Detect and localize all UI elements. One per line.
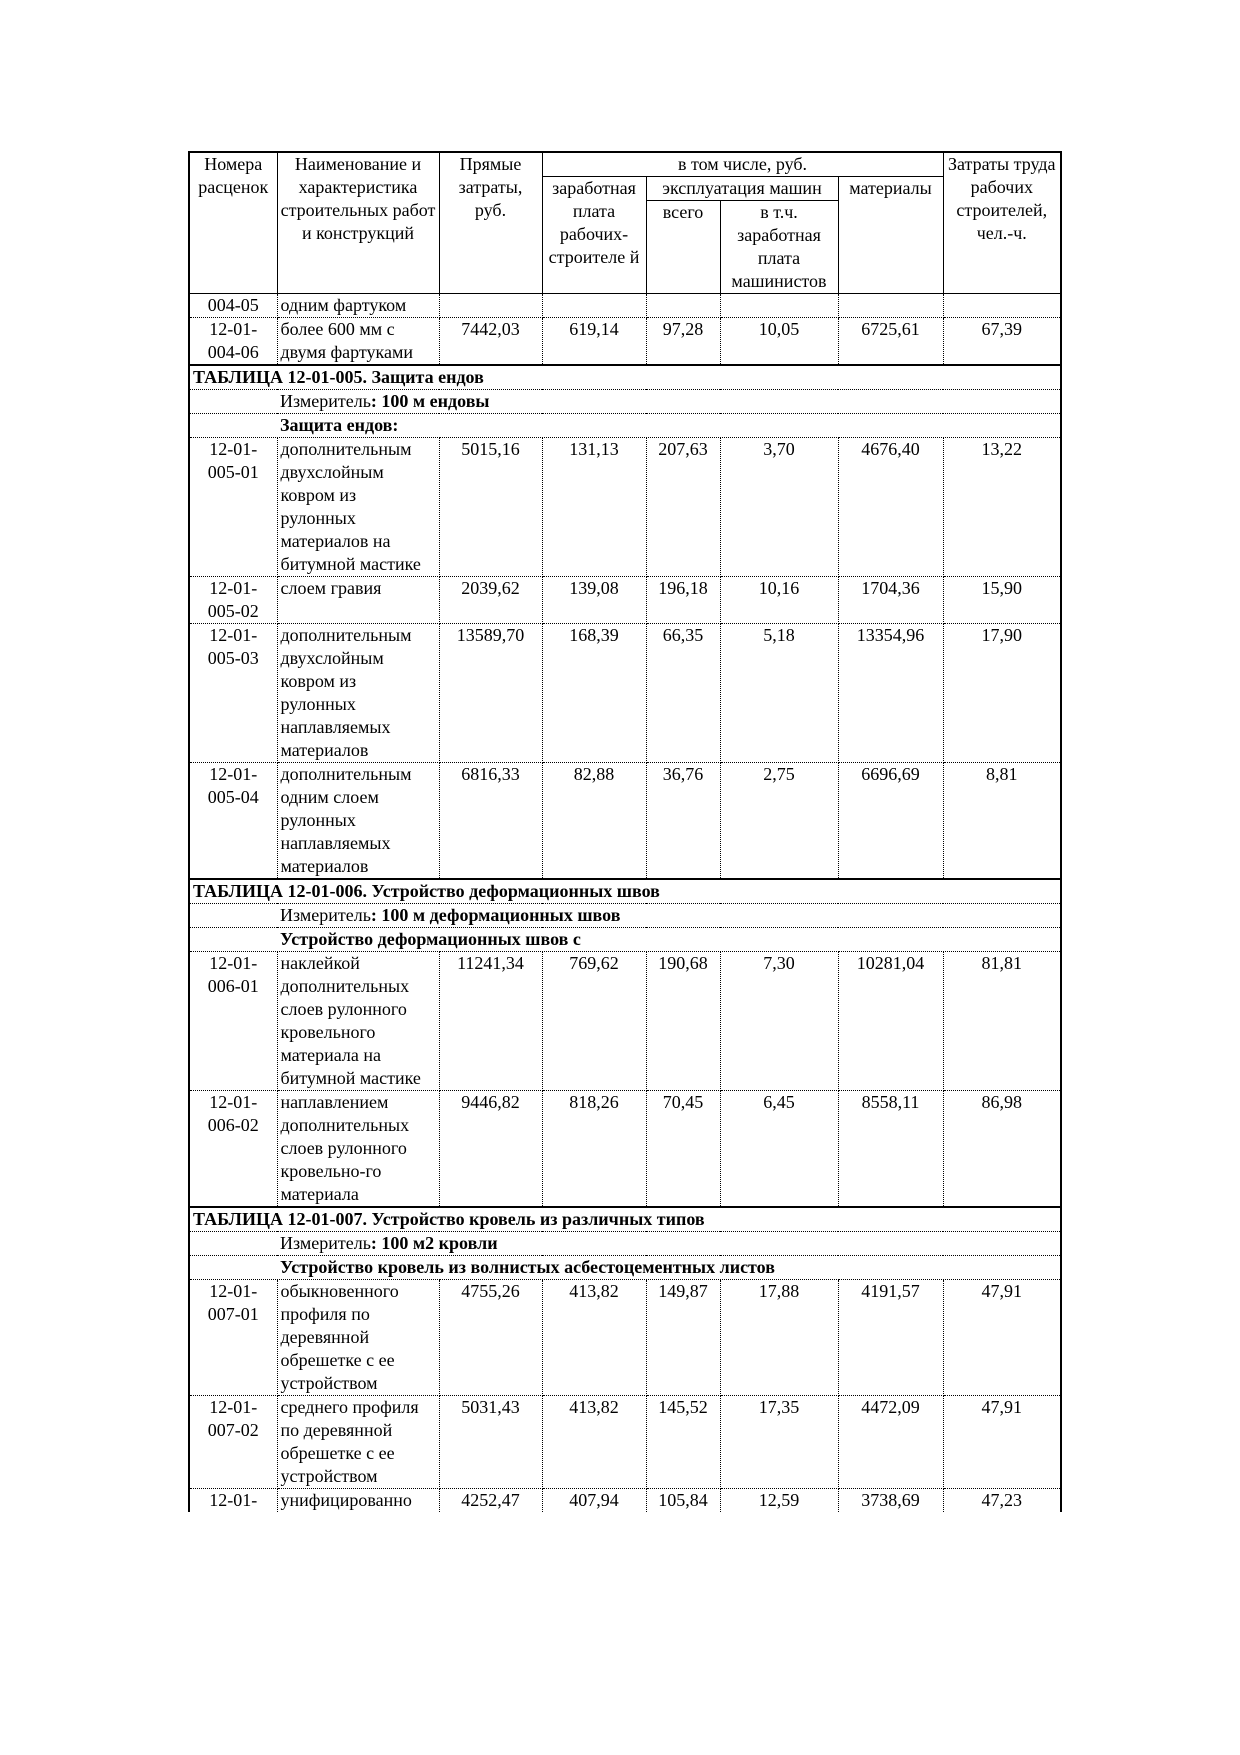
measure-value: : 100 м2 кровли [370, 1233, 498, 1253]
row-machines-total: 105,84 [646, 1489, 720, 1513]
row-labor-costs: 8,81 [943, 763, 1061, 880]
section-title: ТАБЛИЦА 12-01-005. Защита ендов [189, 365, 1061, 390]
table-row [189, 763, 1061, 880]
row-machines-total: 66,35 [646, 624, 720, 763]
row-materials: 6696,69 [838, 763, 943, 880]
row-machines-wages: 10,16 [720, 577, 838, 624]
section-group [189, 1256, 1061, 1280]
row-direct-costs: 6816,33 [439, 763, 542, 880]
row-wages: 413,82 [542, 1280, 646, 1396]
section-measure-row [189, 390, 1061, 414]
measure-label: Измеритель [280, 391, 371, 411]
row-machines-total: 36,76 [646, 763, 720, 880]
header-labor-costs: Затраты труда рабочих строителей, чел.-ч. [943, 152, 1061, 294]
row-name: унифицированно [277, 1489, 439, 1513]
row-materials: 10281,04 [838, 952, 943, 1091]
row-materials: 6725,61 [838, 318, 943, 366]
row-direct-costs: 2039,62 [439, 577, 542, 624]
row-machines-total: 149,87 [646, 1280, 720, 1396]
row-materials: 13354,96 [838, 624, 943, 763]
row-wages: 619,14 [542, 318, 646, 366]
header-machines-total: всего [646, 201, 720, 294]
section-measure-row [189, 1232, 1061, 1256]
row-wages: 82,88 [542, 763, 646, 880]
section-group [189, 414, 1061, 438]
row-labor-costs [943, 294, 1061, 318]
row-code: 12-01-006-01 [189, 952, 277, 1091]
row-name: дополнительным одним слоем рулонных наплавляемых материалов [277, 763, 439, 880]
table-row [189, 1489, 1061, 1513]
row-labor-costs: 47,91 [943, 1396, 1061, 1489]
row-code: 12-01-007-02 [189, 1396, 277, 1489]
header-wages: заработная плата рабочих-строителе й [542, 177, 646, 294]
table-row [189, 1396, 1061, 1489]
measure-value: : 100 м ендовы [370, 391, 490, 411]
row-machines-wages: 6,45 [720, 1091, 838, 1208]
table-body [189, 294, 1061, 1513]
group-label: Защита ендов: [280, 415, 399, 435]
row-machines-wages: 5,18 [720, 624, 838, 763]
row-materials [838, 294, 943, 318]
section-measure [189, 390, 1061, 414]
row-name: слоем гравия [277, 577, 439, 624]
measure-label: Измеритель [280, 1233, 371, 1253]
section-measure [189, 1232, 1061, 1256]
row-direct-costs: 7442,03 [439, 318, 542, 366]
row-name: одним фартуком [277, 294, 439, 318]
row-labor-costs: 67,39 [943, 318, 1061, 366]
group-label: Устройство кровель из волнистых асбестоцементных листов [280, 1257, 775, 1277]
row-labor-costs: 15,90 [943, 577, 1061, 624]
row-machines-wages: 10,05 [720, 318, 838, 366]
row-labor-costs: 86,98 [943, 1091, 1061, 1208]
row-name: дополнительным двухслойным ковром из рулонных материалов на битумной мастике [277, 438, 439, 577]
row-machines-total: 190,68 [646, 952, 720, 1091]
estimate-table [188, 151, 1062, 1512]
row-machines-total: 97,28 [646, 318, 720, 366]
row-wages: 413,82 [542, 1396, 646, 1489]
row-name: дополнительным двухслойным ковром из рулонных наплавляемых материалов [277, 624, 439, 763]
row-machines-wages: 17,35 [720, 1396, 838, 1489]
row-wages [542, 294, 646, 318]
row-direct-costs [439, 294, 542, 318]
table-row [189, 952, 1061, 1091]
section-title: ТАБЛИЦА 12-01-006. Устройство деформационных швов [189, 879, 1061, 904]
table-row [189, 438, 1061, 577]
table-row [189, 1091, 1061, 1208]
row-machines-wages: 2,75 [720, 763, 838, 880]
row-wages: 168,39 [542, 624, 646, 763]
row-name: среднего профиля по деревянной обрешетке с ее устройством [277, 1396, 439, 1489]
header-code: Номера расценок [189, 152, 277, 294]
section-title-row [189, 1207, 1061, 1232]
row-wages: 818,26 [542, 1091, 646, 1208]
row-machines-total: 196,18 [646, 577, 720, 624]
row-machines-total: 145,52 [646, 1396, 720, 1489]
row-code: 12-01-005-04 [189, 763, 277, 880]
row-code: 12-01-004-06 [189, 318, 277, 366]
row-materials: 8558,11 [838, 1091, 943, 1208]
row-wages: 131,13 [542, 438, 646, 577]
row-machines-total [646, 294, 720, 318]
measure-label: Измеритель [280, 905, 371, 925]
row-materials: 4676,40 [838, 438, 943, 577]
row-name: наплавлением дополнительных слоев рулонного кровельно-го материала [277, 1091, 439, 1208]
row-machines-wages [720, 294, 838, 318]
row-labor-costs: 81,81 [943, 952, 1061, 1091]
table-row [189, 294, 1061, 318]
table-row [189, 624, 1061, 763]
section-measure [189, 904, 1061, 928]
row-direct-costs: 5031,43 [439, 1396, 542, 1489]
row-code: 12-01-005-01 [189, 438, 277, 577]
header-materials: материалы [838, 177, 943, 294]
row-name: более 600 мм с двумя фартуками [277, 318, 439, 366]
row-wages: 769,62 [542, 952, 646, 1091]
header-including: в том числе, руб. [542, 152, 943, 177]
row-labor-costs: 47,23 [981, 1490, 1023, 1510]
row-machines-total: 207,63 [646, 438, 720, 577]
row-materials: 3738,69 [838, 1489, 943, 1513]
header-name: Наименование и характеристика строительных работ и конструкций [277, 152, 439, 294]
row-code: 12-01- [189, 1489, 277, 1513]
section-group [189, 928, 1061, 952]
row-labor-costs: 47,91 [943, 1280, 1061, 1396]
row-name: обыкновенного профиля по деревянной обрешетке с ее устройством [277, 1280, 439, 1396]
row-code: 12-01-007-01 [189, 1280, 277, 1396]
row-code: 12-01-005-02 [189, 577, 277, 624]
row-materials: 4191,57 [838, 1280, 943, 1396]
row-wages: 407,94 [542, 1489, 646, 1513]
section-title: ТАБЛИЦА 12-01-007. Устройство кровель из различных типов [189, 1207, 1061, 1232]
row-direct-costs: 5015,16 [439, 438, 542, 577]
row-machines-wages: 7,30 [720, 952, 838, 1091]
row-code: 004-05 [189, 294, 277, 318]
row-direct-costs: 4755,26 [439, 1280, 542, 1396]
row-machines-wages: 17,88 [720, 1280, 838, 1396]
row-direct-costs: 4252,47 [439, 1489, 542, 1513]
row-labor-costs: 17,90 [943, 624, 1061, 763]
row-direct-costs: 11241,34 [439, 952, 542, 1091]
row-wages: 139,08 [542, 577, 646, 624]
row-code: 12-01-005-03 [189, 624, 277, 763]
table-row [189, 1280, 1061, 1396]
section-group-row [189, 414, 1061, 438]
row-code: 12-01-006-02 [189, 1091, 277, 1208]
section-title-row [189, 365, 1061, 390]
section-title-row [189, 879, 1061, 904]
row-labor-costs: 13,22 [943, 438, 1061, 577]
header-machines: эксплуатация машин [646, 177, 838, 201]
row-direct-costs: 13589,70 [439, 624, 542, 763]
row-name: наклейкой дополнительных слоев рулонного кровельного материала на битумной мастике [277, 952, 439, 1091]
table-row [189, 577, 1061, 624]
measure-value: : 100 м деформационных швов [370, 905, 621, 925]
row-machines-wages: 3,70 [720, 438, 838, 577]
section-measure-row [189, 904, 1061, 928]
header-direct-costs: Прямые затраты, руб. [439, 152, 542, 294]
group-label: Устройство деформационных швов с [280, 929, 581, 949]
row-materials: 1704,36 [838, 577, 943, 624]
row-machines-wages: 12,59 [720, 1489, 838, 1513]
section-group-row [189, 928, 1061, 952]
header-machines-wages: в т.ч. заработная плата машинистов [720, 201, 838, 294]
row-machines-total: 70,45 [646, 1091, 720, 1208]
row-materials: 4472,09 [838, 1396, 943, 1489]
row-direct-costs: 9446,82 [439, 1091, 542, 1208]
section-group-row [189, 1256, 1061, 1280]
table-row [189, 318, 1061, 366]
